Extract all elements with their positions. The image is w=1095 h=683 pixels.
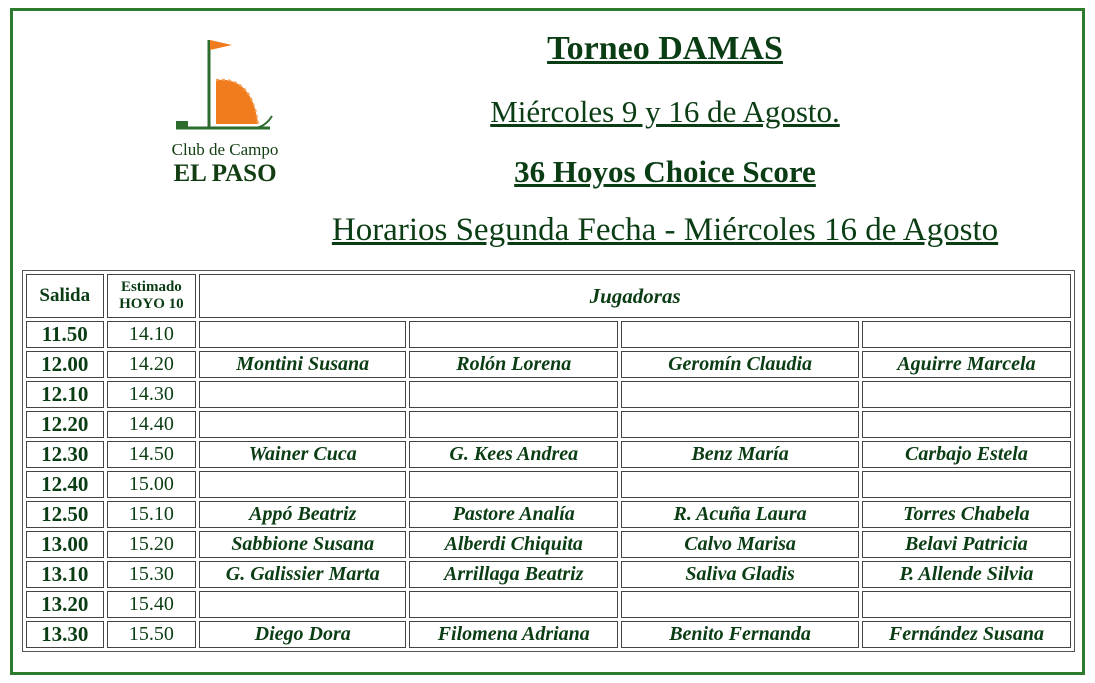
table-row bbox=[26, 441, 1071, 468]
salida-time: 13.20 bbox=[26, 591, 104, 618]
table-row bbox=[26, 531, 1071, 558]
salida-time: 12.20 bbox=[26, 411, 104, 438]
player-cell bbox=[862, 321, 1071, 348]
table-row bbox=[26, 621, 1071, 648]
player-cell: Diego Dora bbox=[199, 621, 406, 648]
player-cell bbox=[199, 591, 406, 618]
player-cell bbox=[199, 381, 406, 408]
player-cell: R. Acuña Laura bbox=[621, 501, 859, 528]
table-row bbox=[26, 381, 1071, 408]
player-cell bbox=[409, 321, 618, 348]
player-cell: Arrillaga Beatriz bbox=[409, 561, 618, 588]
hoyo10-time: 14.10 bbox=[107, 321, 197, 348]
club-logo bbox=[150, 36, 300, 196]
player-cell bbox=[862, 591, 1071, 618]
salida-time: 11.50 bbox=[26, 321, 104, 348]
hoyo10-time: 14.40 bbox=[107, 411, 197, 438]
salida-time: 12.30 bbox=[26, 441, 104, 468]
player-cell bbox=[409, 411, 618, 438]
player-cell: Pastore Analía bbox=[409, 501, 618, 528]
player-cell bbox=[199, 321, 406, 348]
player-cell bbox=[621, 471, 859, 498]
player-cell: Aguirre Marcela bbox=[862, 351, 1071, 378]
player-cell: Filomena Adriana bbox=[409, 621, 618, 648]
player-cell: Sabbione Susana bbox=[199, 531, 406, 558]
club-name-line1: Club de Campo bbox=[171, 140, 279, 159]
player-cell bbox=[199, 411, 406, 438]
hoyo10-time: 15.10 bbox=[107, 501, 197, 528]
tee-times-table bbox=[22, 270, 1075, 652]
header-estimado-line2: HOYO 10 bbox=[119, 296, 184, 312]
salida-time: 12.40 bbox=[26, 471, 104, 498]
player-cell bbox=[409, 591, 618, 618]
hoyo10-time: 15.50 bbox=[107, 621, 197, 648]
player-cell: Appó Beatriz bbox=[199, 501, 406, 528]
hoyo10-time: 14.50 bbox=[107, 441, 197, 468]
player-cell bbox=[199, 471, 406, 498]
player-cell bbox=[409, 471, 618, 498]
player-cell bbox=[621, 381, 859, 408]
salida-time: 13.30 bbox=[26, 621, 104, 648]
salida-time: 12.50 bbox=[26, 501, 104, 528]
player-cell: Carbajo Estela bbox=[862, 441, 1071, 468]
player-cell bbox=[862, 411, 1071, 438]
player-cell: Torres Chabela bbox=[862, 501, 1071, 528]
player-cell: Geromín Claudia bbox=[621, 351, 859, 378]
salida-time: 13.10 bbox=[26, 561, 104, 588]
table-row bbox=[26, 411, 1071, 438]
player-cell: Calvo Marisa bbox=[621, 531, 859, 558]
player-cell bbox=[409, 381, 618, 408]
player-cell: G. Kees Andrea bbox=[409, 441, 618, 468]
player-cell: G. Galissier Marta bbox=[199, 561, 406, 588]
player-cell bbox=[862, 381, 1071, 408]
table-row bbox=[26, 321, 1071, 348]
table-header-row bbox=[26, 274, 1071, 318]
hoyo10-time: 14.30 bbox=[107, 381, 197, 408]
player-cell: Alberdi Chiquita bbox=[409, 531, 618, 558]
salida-time: 12.10 bbox=[26, 381, 104, 408]
table-row bbox=[26, 591, 1071, 618]
golf-flag-icon bbox=[170, 36, 280, 136]
club-name-line2: EL PASO bbox=[173, 160, 277, 187]
player-cell: Belavi Patricia bbox=[862, 531, 1071, 558]
table-row bbox=[26, 501, 1071, 528]
hoyo10-time: 15.20 bbox=[107, 531, 197, 558]
player-cell: Fernández Susana bbox=[862, 621, 1071, 648]
header-jugadoras: Jugadoras bbox=[199, 274, 1071, 318]
player-cell bbox=[862, 471, 1071, 498]
player-cell: Benito Fernanda bbox=[621, 621, 859, 648]
table-row bbox=[26, 561, 1071, 588]
player-cell: Wainer Cuca bbox=[199, 441, 406, 468]
hoyo10-time: 15.30 bbox=[107, 561, 197, 588]
table-row bbox=[26, 471, 1071, 498]
hoyo10-time: 15.40 bbox=[107, 591, 197, 618]
header-estimado-line1: Estimado bbox=[120, 279, 182, 295]
table-row bbox=[26, 351, 1071, 378]
player-cell: Benz María bbox=[621, 441, 859, 468]
tournament-format: 36 Hoyos Choice Score bbox=[514, 154, 816, 189]
header-salida: Salida bbox=[26, 274, 104, 318]
player-cell bbox=[621, 321, 859, 348]
player-cell: P. Allende Silvia bbox=[862, 561, 1071, 588]
player-cell: Rolón Lorena bbox=[409, 351, 618, 378]
player-cell: Saliva Gladis bbox=[621, 561, 859, 588]
header-estimado bbox=[107, 274, 197, 318]
tournament-title: Torneo DAMAS bbox=[547, 30, 783, 67]
salida-time: 12.00 bbox=[26, 351, 104, 378]
hoyo10-time: 15.00 bbox=[107, 471, 197, 498]
schedule-heading: Horarios Segunda Fecha - Miércoles 16 de Agosto bbox=[331, 212, 999, 248]
player-cell bbox=[621, 591, 859, 618]
salida-time: 13.00 bbox=[26, 531, 104, 558]
player-cell: Montini Susana bbox=[199, 351, 406, 378]
tournament-dates: Miércoles 9 y 16 de Agosto. bbox=[490, 94, 840, 129]
player-cell bbox=[621, 411, 859, 438]
hoyo10-time: 14.20 bbox=[107, 351, 197, 378]
